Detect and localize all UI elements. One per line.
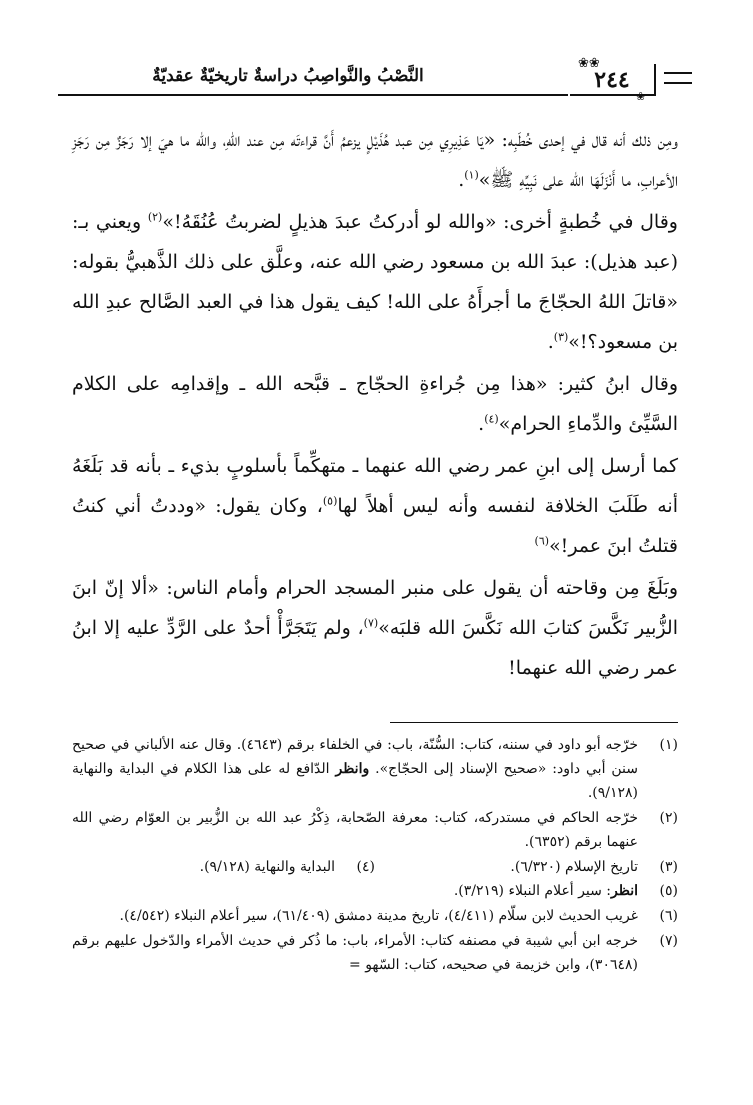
footnote-ref[interactable]: (٥) (322, 494, 338, 508)
footnote-6: (٦) غريب الحديث لابن سلّام (٤/٤١١)، تاريخ مدينة دمشق (٦١/٤٠٩)، سير أعلام النبلاء (٤/٥٤٢). (72, 904, 678, 928)
paragraph: ومِن ذلك أنه قال في إحدى خُطَبِه: «يَا عَذِيرِي مِن عبد هُذَيْلٍ يزعمُ أَنَّ قراءتَه مِن عند اللهِ، والله ما هيَ إلا رَجَزٌ مِن رَجَزِ الأعرابِ، ما أَنْزَلَهَا الله على نَبِيِّهِ ﷺ»$^{(١)}$. (72, 129, 678, 191)
paragraph: كما أرسل إلى ابنِ عمر رضي الله عنهما ـ متهكِّماً بأسلوبٍ بذيء ـ بأنه قد بَلَغَهُ أنه طَلَبَ الخلافة لنفسه وأنه ليس أهلاً لها$^{(٥)}$، وكان يقول: «وددتُ أني كنتُ قتلتُ ابنَ عمر!»$^{(٦)}$ (72, 455, 678, 557)
header-double-dash (664, 72, 692, 84)
footnote-5: (٥) انظر: سير أعلام النبلاء (٣/٢١٩). (72, 879, 678, 903)
footnote-number: (٧) (659, 933, 678, 949)
page-number: ٢٤٤ (570, 64, 656, 96)
running-title: النَّصْبُ والنَّواصِبُ دراسةٌ تاريخيّةٌ عقديّةٌ (152, 66, 424, 86)
footnote-ref[interactable]: (٢) (147, 210, 163, 224)
footnote-number: (٦) (659, 908, 678, 924)
footnote-row (72, 855, 678, 879)
footnote-separator (390, 722, 678, 723)
footnote-ref[interactable]: (١) (464, 168, 479, 182)
footnote-4: (٤) البداية والنهاية (٩/١٢٨). (72, 855, 375, 879)
footnote-3: (٣) تاريخ الإسلام (٦/٣٢٠). (375, 855, 678, 879)
footnote-7: (٧) خرجه ابن أبي شيبة في مصنفه كتاب: الأمراء، باب: ما ذُكر في حديث الأمراء والدّخول عليهم برقم (٣٠٦٤٨)، وابن خزيمة في صحيحه، كتاب: السّهو = (72, 929, 678, 977)
paragraph: وبَلَغَ مِن وقاحته أن يقول على منبر المسجد الحرام وأمام الناس: «ألا إنّ ابنَ الزُّبير نَكَّسَ كتابَ الله نَكَّسَ الله قلبَه»$^{(٧)}$، ولم يَتَجَرَّأْ أحدٌ على الرَّدِّ عليه إلا ابنُ عمر رضي الله عنهما! (72, 577, 678, 679)
footnote-2: (٢) خرّجه الحاكم في مستدركه، كتاب: معرفة الصّحابة، ذِكْرُ عبد الله بن الزُّبير بن العوّام رضي الله عنهما برقم (٦٣٥٢). (72, 806, 678, 854)
paragraph: وقال ابنُ كثير: «هذا مِن جُراءةِ الحجّاج ـ قبَّحه الله ـ وإقدامِه على الكلام السَّيِّئ والدِّماءِ الحرام»$^{(٤)}$. (72, 373, 678, 435)
ornament-icon: ❀ (636, 90, 646, 103)
footnote-ref[interactable]: (٦) (534, 534, 550, 548)
footnote-1: (١) خرّجه أبو داود في سننه، كتاب: السُّنّة، باب: في الخلفاء برقم (٤٦٤٣). وقال عنه الألباني في صحيح سنن أبي داود: «صحيح الإسناد إلى الحجّاج». وانظر الدّافع له على هذا الكلام في البداية والنهاية (٩/١٢٨). (72, 733, 678, 805)
footnote-number: (٢) (659, 810, 678, 826)
footnote-ref[interactable]: (٧) (363, 616, 379, 630)
header-rule (58, 94, 568, 96)
footnote-number: (٤) (356, 859, 375, 875)
main-text (72, 120, 678, 690)
paragraph: وقال في خُطبةٍ أخرى: «والله لو أدركتُ عبدَ هذيلٍ لضربتُ عُنُقَهُ!»$^{(٢)}$ ويعني بـ: (عبد هذيل): عبدَ الله بن مسعود رضي الله عنه، وعلَّق على ذلك الذَّهبيُّ بقوله: «قاتلَ اللهُ الحجّاجَ ما أجرأَهُ على الله! كيف يقول هذا في العبد الصَّالح عبدِ الله بن مسعود؟!»$^{(٣)}$. (72, 210, 678, 353)
footnote-ref[interactable]: (٣) (553, 330, 569, 344)
footnote-number: (٥) (659, 883, 678, 899)
ornament-icon: ❀❀ (578, 56, 600, 71)
footnotes (72, 733, 678, 978)
footnote-ref[interactable]: (٤) (484, 412, 499, 426)
footnote-number: (٣) (659, 859, 678, 875)
page-header (58, 56, 694, 103)
footnote-number: (١) (659, 737, 678, 753)
